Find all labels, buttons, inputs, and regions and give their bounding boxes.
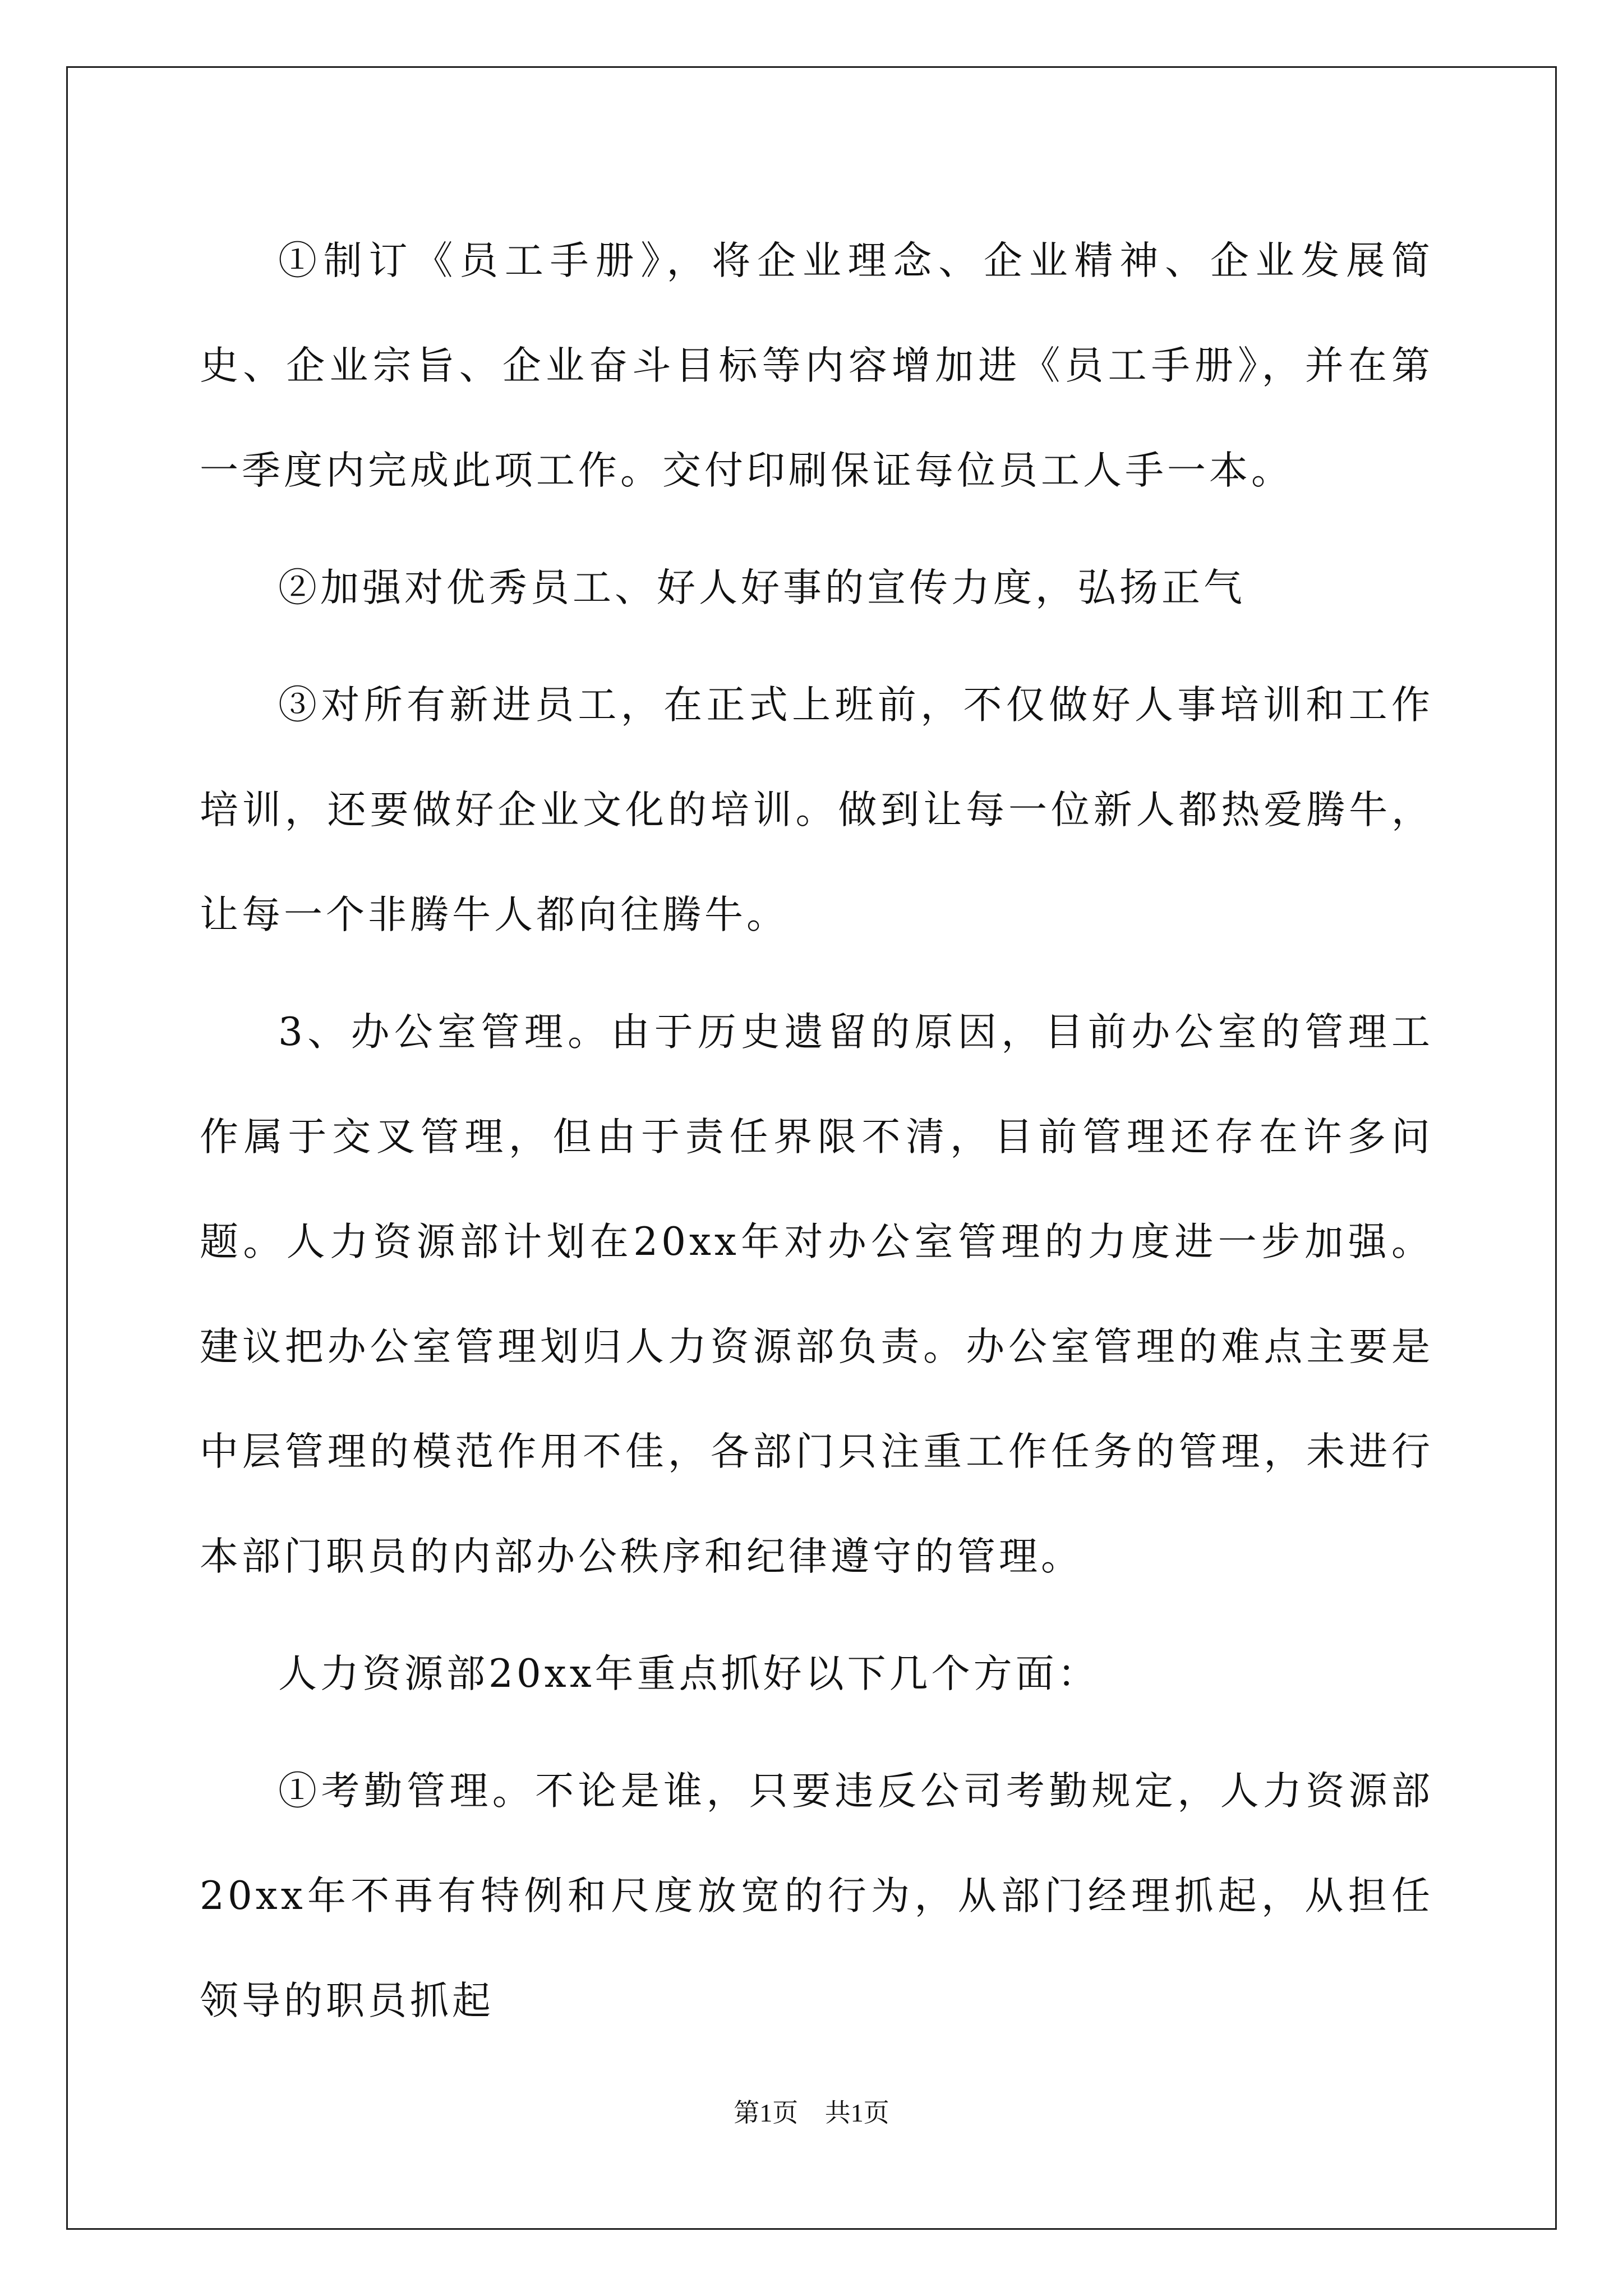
paragraph-3: ③对所有新进员工，在正式上班前，不仅做好人事培训和工作培训，还要做好企业文化的培训。做到让每一位新人都热爱腾牛，让每一个非腾牛人都向往腾牛。 [200,683,1433,937]
paragraph-4: 3、办公室管理。由于历史遗留的原因，目前办公室的管理工作属于交叉管理，但由于责任界限不清，目前管理还存在许多问题。人力资源部计划在20xx年对办公室管理的力度进一步加强。建议把办公室管理划归人力资源部负责。办公室管理的难点主要是中层管理的模范作用不佳，各部门只注重工作任务的管理，未进行本部门职员的内部办公秩序和纪律遵守的管理。 [200,1010,1433,1579]
paragraph-1: ①制订《员工手册》，将企业理念、企业精神、企业发展简史、企业宗旨、企业奋斗目标等内容增加进《员工手册》，并在第一季度内完成此项工作。交付印刷保证每位员工人手一本。 [200,238,1433,493]
document-body [200,209,1433,2066]
page-total: 共1页 [824,2099,889,2127]
page-footer [0,2092,1623,2129]
paragraph-6: ①考勤管理。不论是谁，只要违反公司考勤规定，人力资源部20xx年不再有特例和尺度放宽的行为，从部门经理抓起，从担任领导的职员抓起 [200,1769,1433,2023]
paragraph-5: 人力资源部20xx年重点抓好以下几个方面： [278,1651,1100,1696]
paragraph-2: ②加强对优秀员工、好人好事的宣传力度，弘扬正气 [278,565,1246,610]
page-number: 第1页 [734,2099,799,2127]
